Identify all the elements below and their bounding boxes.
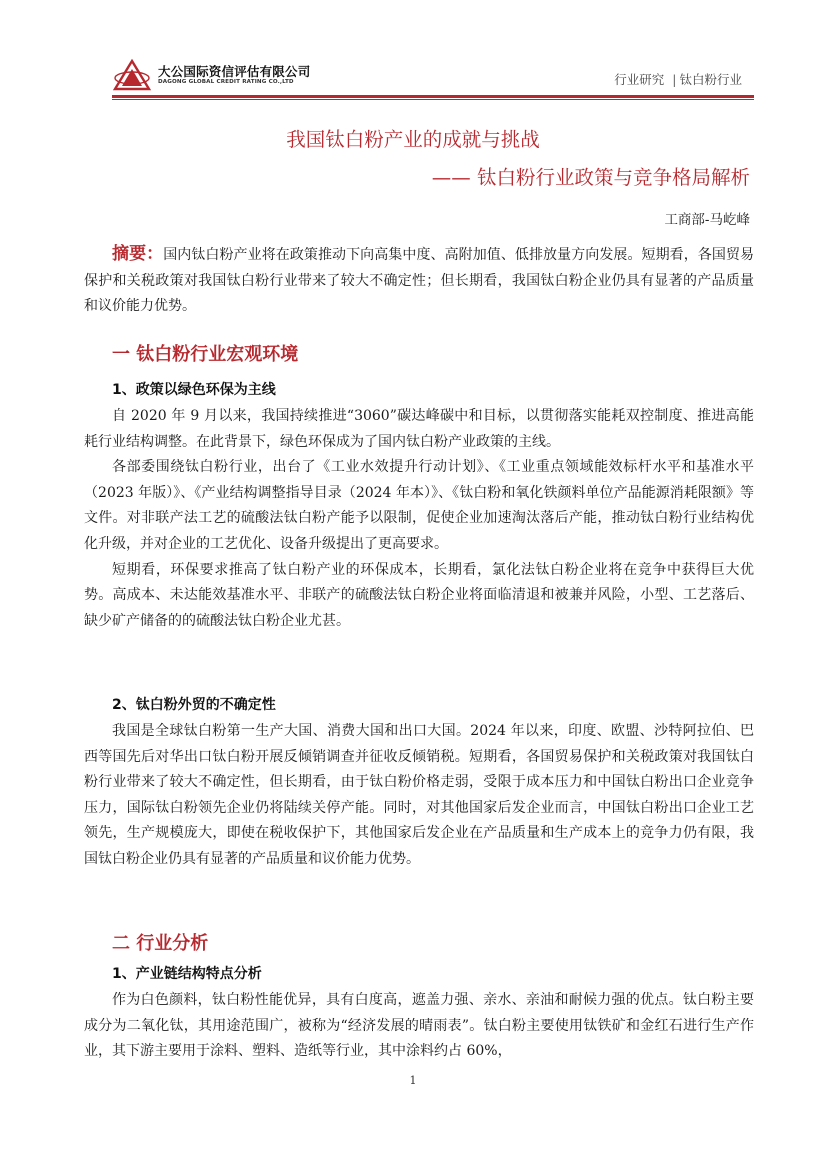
abstract-label: 摘要： [112,244,164,264]
company-name-en: DAGONG GLOBAL CREDIT RATING CO.,LTD [158,79,294,85]
paragraph: 短期看，环保要求推高了钛白粉产业的环保成本，长期看，氯化法钛白粉企业将在竞争中获得巨大优势。高成本、未达能效基准水平、非联产的硫酸法钛白粉企业将面临清退和被兼并风险，小型、工艺落后、缺少矿产储备的的硫酸法钛白粉企业尤甚。 [84,561,754,629]
section2-sub1-body [84,988,754,1065]
paragraph: 自 2020 年 9 月以来，我国持续推进“3060”碳达峰碳中和目标，以贯彻落实能耗双控制度、推进高能耗行业结构调整。在此背景下，绿色环保成为了国内钛白粉产业政策的主线。 [84,408,754,450]
page-header [0,0,826,100]
company-name-cn: 大公国际资信评估有限公司 [158,64,311,79]
subsection-heading-2-1: 1、产业链结构特点分析 [112,966,262,982]
paragraph: 我国是全球钛白粉第一生产大国、消费大国和出口大国。2024 年以来，印度、欧盟、沙特阿拉伯、巴西等国先后对华出口钛白粉开展反倾销调查并征收反倾销税。短期看，各国贸易保护和关税政策对我国钛白粉行业带来了较大不确定性，但长期看，由于钛白粉价格走弱，受限于成本压力和中国钛白粉出口企业竞争压力，国际钛白粉领先企业仍将陆续关停产能。同时，对其他国家后发企业而言，中国钛白粉出口企业工艺领先，生产规模庞大，即使在税收保护下，其他国家后发企业在产品质量和生产成本上的竞争力仍有限，我国钛白粉企业仍具有显著的产品质量和议价能力优势。 [84,723,754,867]
paragraph: 作为白色颜料，钛白粉性能优异，具有白度高，遮盖力强、亲水、亲油和耐候力强的优点。钛白粉主要成分为二氧化钛，其用途范围广，被称为“经济发展的晴雨表”。钛白粉主要使用钛铁矿和金红石进行生产作业，其下游主要用于涂料、塑料、造纸等行业，其中涂料约占 60%， [84,992,754,1060]
page-number: 1 [409,1074,417,1087]
company-logo [112,58,312,92]
document-subtitle: —— 钛白粉行业政策与竞争格局解析 [431,166,750,189]
paragraph: 各部委围绕钛白粉行业，出台了《工业水效提升行动计划》、《工业重点领域能效标杆水平和基准水平（2023 年版）》、《产业结构调整指导目录（2024 年本）》、《钛白粉和氧化铁颜料单位产品能源消耗限额》等文件。对非联产法工艺的硫酸法钛白粉产能予以限制，促使企业加速淘汰落后产能，推动钛白粉行业结构优化升级，并对企业的工艺优化、设备升级提出了更高要求。 [84,459,754,552]
header-rule-thin [112,99,754,100]
subsection-heading-1-1: 1、政策以绿色环保为主线 [112,382,276,398]
section-heading-2: 二 行业分析 [112,933,209,954]
document-title: 我国钛白粉产业的成就与挑战 [286,128,540,151]
header-rule [112,95,754,98]
abstract-block [84,242,754,320]
header-separator: | [672,72,677,87]
subsection-heading-1-2: 2、钛白粉外贸的不确定性 [112,697,276,713]
author-line: 工商部-马屹峰 [664,212,750,228]
dagong-logo-icon [112,58,152,92]
header-topic-label: 钛白粉行业 [679,72,742,87]
section1-sub2-body [84,719,754,873]
header-category [614,70,742,88]
abstract-text: 国内钛白粉产业将在政策推动下向高集中度、高附加值、低排放量方向发展。短期看，各国贸易保护和关税政策对我国钛白粉行业带来了较大不确定性；但长期看，我国钛白粉企业仍具有显著的产品质量和议价能力优势。 [84,247,755,315]
section1-sub1-body [84,404,754,634]
section-heading-1: 一 钛白粉行业宏观环境 [112,344,299,365]
header-category-label: 行业研究 [614,72,665,87]
